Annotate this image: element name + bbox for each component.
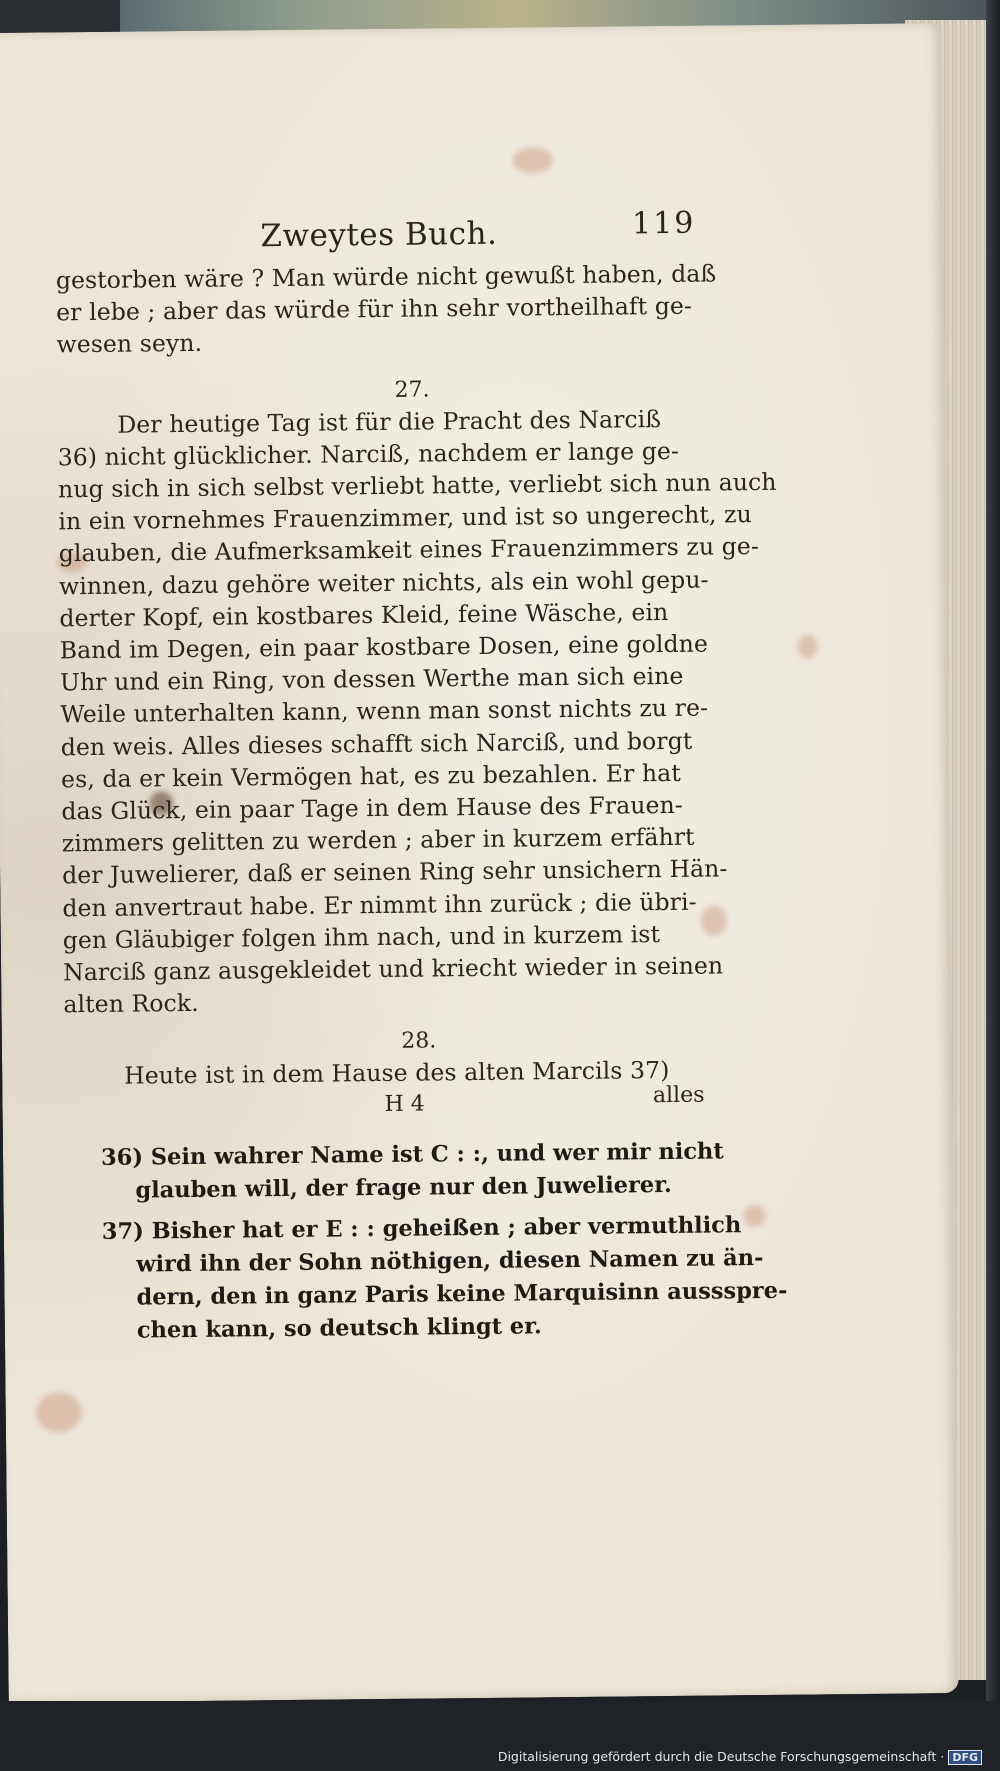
- text-line: gestorben wäre ? Man würde nicht gewußt haben, daß: [55, 259, 717, 295]
- text-line: Uhr und ein Ring, von dessen Werthe man sich eine: [59, 662, 684, 697]
- footnote-37: [101, 1210, 788, 1348]
- printer-signature: H 4: [384, 1091, 425, 1117]
- text-line: Der heutige Tag ist für die Pracht des Narciß: [117, 404, 662, 439]
- text-line: Weile unterhalten kann, wenn man sonst nichts zu re-: [60, 693, 709, 729]
- footnote-line: 36) Sein wahrer Name ist C : :, und wer mir nicht: [100, 1138, 724, 1171]
- running-head: [55, 176, 696, 255]
- text-line: den weis. Alles dieses schafft sich Narciß, und borgt: [60, 726, 693, 761]
- text-line: den anvertraut habe. Er nimmt ihn zurück ; die übri-: [62, 887, 697, 922]
- foxing-stain: [513, 147, 553, 173]
- text-line: wesen seyn.: [56, 329, 203, 359]
- text-line: gen Gläubiger folgen ihm nach, und in kurzem ist: [62, 919, 661, 955]
- footnote-line: wird ihn der Sohn nöthigen, diesen Namen zu än-: [136, 1245, 764, 1278]
- text-line: der Juwelierer, daß er seinen Ring sehr unsichern Hän-: [61, 854, 728, 890]
- text-line: nug sich in sich selbst verliebt hatte, verliebt sich nun auch: [57, 467, 777, 504]
- main-text-block: [55, 176, 777, 1127]
- text-line: Narciß ganz ausgekleidet und kriecht wieder in seinen: [62, 951, 724, 987]
- text-line: Heute ist in dem Hause des alten Marcils 37): [124, 1056, 670, 1091]
- text-line: er lebe ; aber das würde für ihn sehr vortheilhaft ge-: [56, 291, 693, 327]
- text-line: zimmers gelitten zu werden ; aber in kurzem erfährt: [61, 822, 695, 858]
- foxing-stain: [744, 1205, 766, 1227]
- footnote-line: chen kann, so deutsch klingt er.: [136, 1313, 542, 1344]
- book-spine-edge: [986, 0, 1000, 1771]
- credit-text: Digitalisierung gefördert durch die Deutsche Forschungsgemeinschaft ·: [497, 1749, 945, 1764]
- text-line: es, da er kein Vermögen hat, es zu bezahlen. Er hat: [60, 758, 681, 794]
- paragraph-continued: [55, 258, 717, 361]
- section-number: 28.: [401, 1028, 437, 1055]
- text-line: alten Rock.: [63, 989, 199, 1019]
- section-number: 27.: [394, 377, 430, 403]
- text-line: winnen, dazu gehöre weiter nichts, als ein wohl gepu-: [58, 565, 709, 600]
- signature-line: [64, 1082, 705, 1127]
- footnotes: [100, 1136, 788, 1356]
- page-number: 119: [631, 205, 696, 242]
- footnote-line: dern, den in ganz Paris keine Marquisinn aussspre-: [136, 1277, 788, 1311]
- dfg-logo-icon: DFG: [948, 1750, 982, 1765]
- section-27-paragraph: [57, 402, 777, 1021]
- foxing-stain: [700, 905, 726, 935]
- footnote-line: glauben will, der frage nur den Juwelierer.: [135, 1171, 672, 1204]
- text-line: 36) nicht glücklicher. Narciß, nachdem er lange ge-: [57, 436, 680, 472]
- text-line: in ein vornehmes Frauenzimmer, und ist so ungerecht, zu: [58, 500, 752, 536]
- footnote-36: [100, 1136, 724, 1208]
- text-line: das Glück, ein paar Tage in dem Hause des Frauen-: [61, 790, 683, 826]
- footnote-line: 37) Bisher hat er E : : geheißen ; aber vermuthlich: [101, 1212, 742, 1245]
- text-line: Band im Degen, ein paar kostbare Dosen, eine goldne: [59, 629, 709, 665]
- text-line: derter Kopf, ein kostbares Kleid, feine Wäsche, ein: [59, 597, 669, 633]
- digitization-credit: [498, 1749, 982, 1765]
- catchword: alles: [652, 1082, 705, 1108]
- text-line: glauben, die Aufmerksamkeit eines Frauenzimmers zu ge-: [58, 532, 760, 568]
- book-page: [0, 23, 959, 1703]
- foxing-stain: [798, 634, 818, 658]
- foxing-stain: [36, 1392, 82, 1432]
- running-title: Zweytes Buch.: [260, 215, 498, 255]
